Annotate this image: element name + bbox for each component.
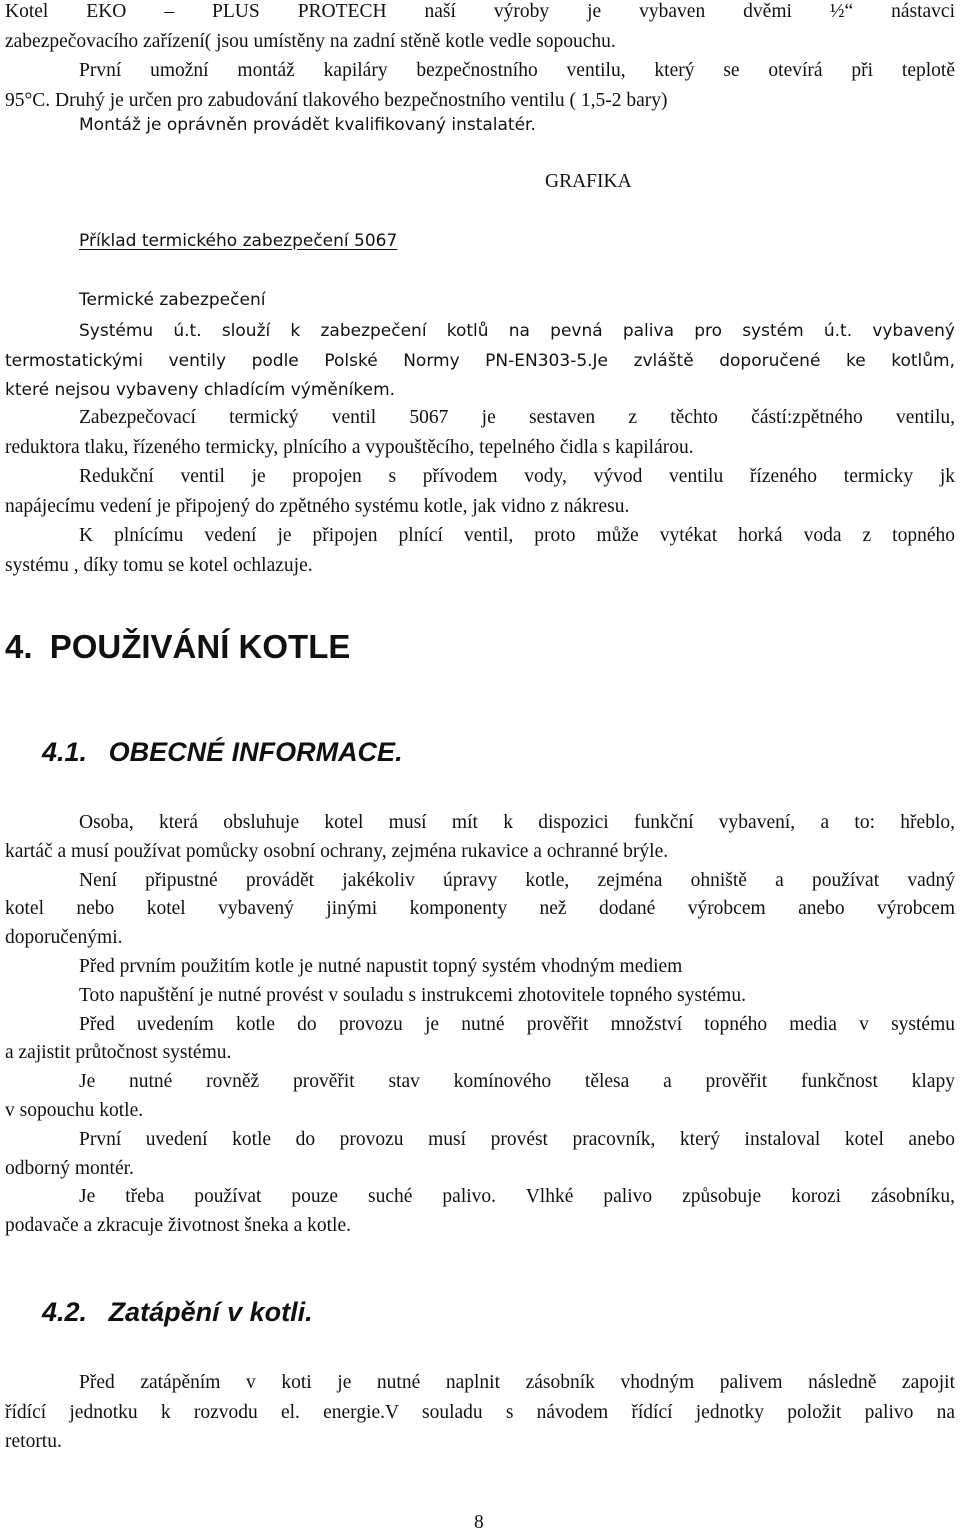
intro-line: První umožní montáž kapiláry bezpečnostního ventilu, který se otevírá při teplotě (79, 60, 955, 81)
example-heading: Příklad termického zabezpečení 5067 (79, 231, 398, 251)
general-line: Před prvním použitím kotle je nutné napustit topný systém vhodným mediem (79, 955, 683, 977)
general-line: Před uvedením kotle do provozu je nutné prověřit množství topného media v systému (79, 1013, 955, 1035)
section-4-1-heading (42, 737, 403, 768)
thermal-line: které nejsou vybaveny chladícím výměníkem. (5, 380, 396, 400)
intro-line: 95°C. Druhý je určen pro zabudování tlakového bezpečnostního ventilu ( 1,5-2 bary) (5, 89, 668, 111)
general-line: doporučenými. (5, 927, 123, 949)
section-number: 4. (5, 628, 33, 665)
intro-paragraph (5, 0, 955, 115)
general-line: kotel nebo kotel vybavený jinými komponenty než dodané výrobcem anebo výrobcem (5, 898, 955, 920)
intro-line: Kotel EKO – PLUS PROTECH naší výroby je vybaven dvěmi ½“ nástavci (5, 1, 955, 22)
section-title: POUŽIVÁNÍ KOTLE (49, 628, 351, 665)
lighting-line: retortu. (5, 1431, 62, 1452)
general-line: Toto napuštění je nutné provést v souladu s instrukcemi zhotovitele topného systému. (79, 984, 746, 1006)
page-number: 8 (474, 1512, 484, 1533)
lighting-line: řídící jednotku k rozvodu el. energie.V souladu s návodem řídící jednotky položit palivo na (5, 1401, 955, 1423)
general-paragraphs (5, 809, 955, 1241)
general-line: kartáč a musí používat pomůcky osobní ochrany, zejména rukavice a ochranné brýle. (5, 840, 669, 862)
lighting-line: Před zatápěním v koti je nutné naplnit zásobník vhodným palivem následně zapojit (79, 1372, 955, 1393)
general-line: Je nutné rovněž prověřit stav komínového tělesa a prověřit funkčnost klapy (79, 1071, 955, 1093)
graphic-placeholder-label: GRAFIKA (545, 171, 632, 192)
general-line: Osoba, která obsluhuje kotel musí mít k dispozici funkční vybavení, a to: hřeblo, (79, 812, 955, 833)
thermal-title: Termické zabezpečení (79, 290, 266, 310)
valve-line: reduktora tlaku, řízeného termicky, plnícího a vypouštěcího, tepelného čidla s kapilárou. (5, 436, 694, 458)
valve-line: K plnícímu vedení je připojen plnící ventil, proto může vytékat horká voda z topného (79, 525, 955, 546)
general-line: podavače a zkracuje životnost šneka a kotle. (5, 1215, 351, 1237)
valve-line: Redukční ventil je propojen s přívodem vody, vývod ventilu řízeného termicky jk (79, 466, 955, 487)
general-line: a zajistit průtočnost systému. (5, 1042, 232, 1064)
general-line: Není připustné provádět jakékoliv úpravy kotle, zejména ohniště a používat vadný (79, 869, 955, 891)
section-title: Zatápění v kotli. (108, 1297, 313, 1327)
valve-line: napájecímu vedení je připojený do zpětného systému kotle, jak vidno z nákresu. (5, 495, 630, 517)
section-4-2-heading (42, 1297, 313, 1328)
general-line: odborný montér. (5, 1157, 134, 1179)
thermal-paragraph (5, 317, 955, 406)
valve-line: systému , díky tomu se kotel ochlazuje. (5, 554, 313, 576)
section-title: OBECNÉ INFORMACE. (108, 737, 403, 767)
intro-line: zabezpečovacího zařízení( jsou umístěny na zadní stěně kotle vedle sopouchu. (5, 30, 616, 52)
lighting-paragraph (5, 1368, 955, 1457)
general-line: První uvedení kotle do provozu musí provést pracovník, který instaloval kotel anebo (79, 1128, 955, 1150)
valve-paragraphs (5, 403, 955, 580)
intro-line: Montáž je oprávněn provádět kvalifikovaný instalatér. (79, 115, 536, 135)
section-4-heading (5, 628, 350, 666)
thermal-line: termostatickými ventily podle Polské Normy PN-EN303-5.Je zvláště doporučené ke kotlům, (5, 350, 955, 371)
general-line: v sopouchu kotle. (5, 1099, 144, 1121)
section-number: 4.1. (42, 737, 88, 767)
valve-line: Zabezpečovací termický ventil 5067 je sestaven z těchto částí:zpětného ventilu, (79, 407, 955, 428)
section-number: 4.2. (42, 1297, 88, 1327)
general-line: Je třeba používat pouze suché palivo. Vlhké palivo způsobuje korozi zásobníku, (79, 1186, 955, 1208)
thermal-line: Systému ú.t. slouží k zabezpečení kotlů na pevná paliva pro systém ú.t. vybavený (79, 321, 955, 341)
